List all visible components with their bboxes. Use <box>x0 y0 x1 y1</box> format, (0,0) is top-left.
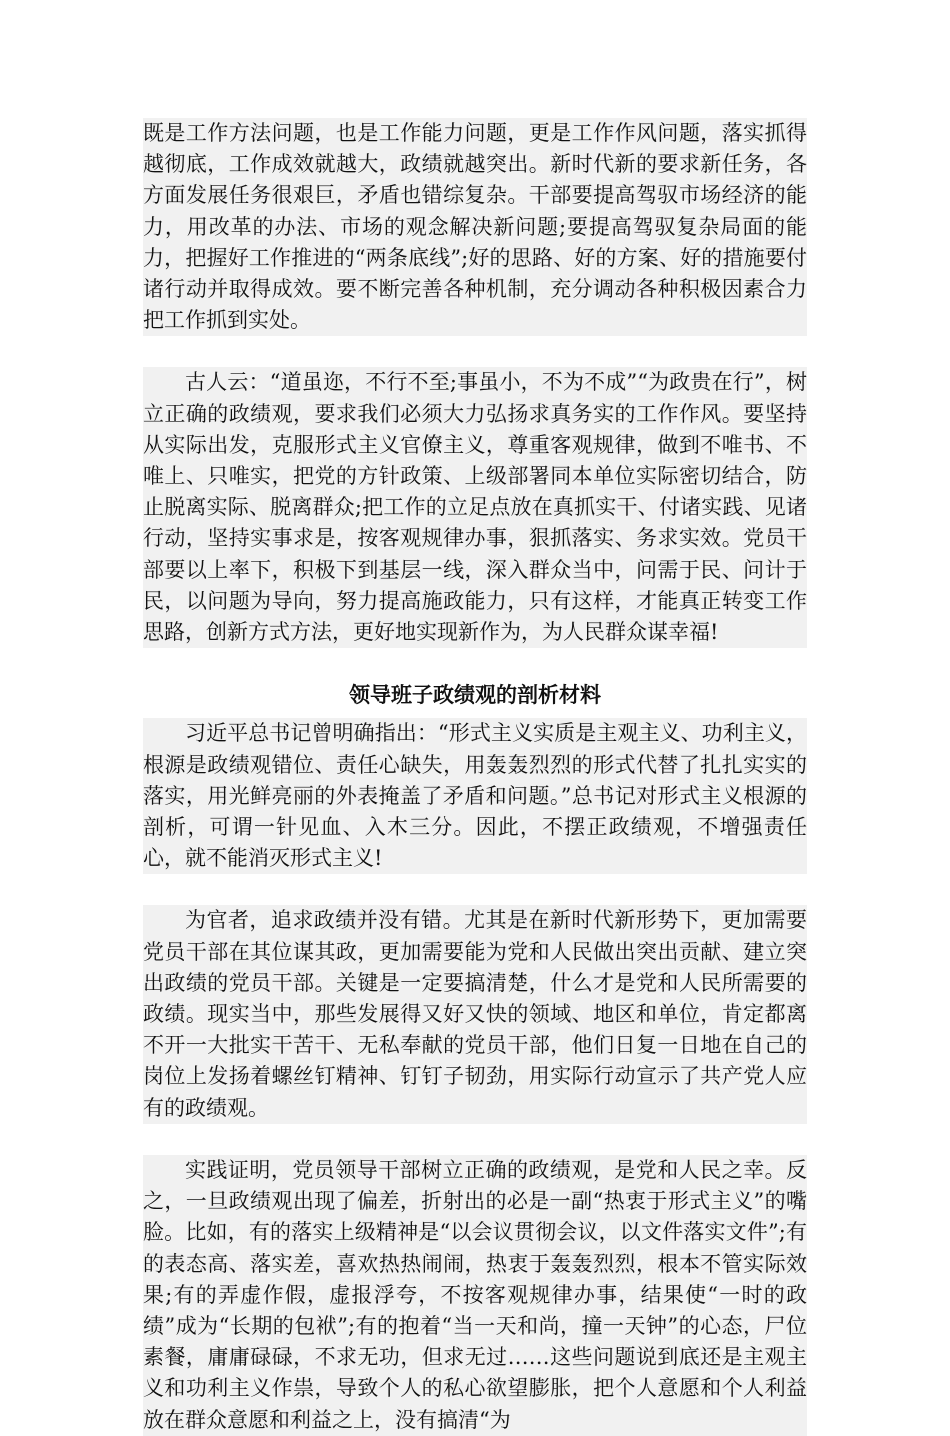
paragraph-continuation: 既是工作方法问题，也是工作能力问题，更是工作作风问题，落实抓得越彻底，工作成效就越大，政绩就越突出。新时代新的要求新任务，各方面发展任务很艰巨，矛盾也错综复杂。干部要提高驾驭市场经济的能力，用改革的办法、市场的观念解决新问题;要提高驾驭复杂局面的能力，把握好工作推进的“两条底线”;好的思路、好的方案、好的措施要付诸行动并取得成效。要不断完善各种机制，充分调动各种积极因素合力把工作抓到实处。 <box>143 118 807 336</box>
paragraph-ancient-saying: 古人云：“道虽迩，不行不至;事虽小，不为不成”“为政贵在行”，树立正确的政绩观，要求我们必须大力弘扬求真务实的工作作风。要坚持从实际出发，克服形式主义官僚主义，尊重客观规律，做到不唯书、不唯上、只唯实，把党的方针政策、上级部署同本单位实际密切结合，防止脱离实际、脱离群众;把工作的立足点放在真抓实干、付诸实践、见诸行动，坚持实事求是，按客观规律办事，狠抓落实、务求实效。党员干部要以上率下，积极下到基层一线，深入群众当中，问需于民、问计于民，以问题为导向，努力提高施政能力，只有这样，才能真正转变工作思路，创新方式方法，更好地实现新作为，为人民群众谋幸福! <box>143 367 807 648</box>
paragraph-practice: 实践证明，党员领导干部树立正确的政绩观，是党和人民之幸。反之，一旦政绩观出现了偏差，折射出的必是一副“热衷于形式主义”的嘴脸。比如，有的落实上级精神是“以会议贯彻会议，以文件落实文件”;有的表态高、落实差，喜欢热热闹闹，热衷于轰轰烈烈，根本不管实际效果;有的弄虚作假，虚报浮夸，不按客观规律办事，结果使“一时的政绩”成为“长期的包袱”;有的抱着“当一天和尚，撞一天钟”的心态，尸位素餐，庸庸碌碌，不求无功，但求无过……这些问题说到底还是主观主义和功利主义作祟，导致个人的私心欲望膨胀，把个人意愿和个人利益放在群众意愿和利益之上，没有搞清“为 <box>143 1155 807 1436</box>
section-heading: 领导班子政绩观的剖析材料 <box>143 679 807 710</box>
paragraph-xi-quote: 习近平总书记曾明确指出：“形式主义实质是主观主义、功利主义，根源是政绩观错位、责任心缺失，用轰轰烈烈的形式代替了扎扎实实的落实，用光鲜亮丽的外表掩盖了矛盾和问题。”总书记对形式主义根源的剖析，可谓一针见血、入木三分。因此，不摆正政绩观，不增强责任心，就不能消灭形式主义! <box>143 718 807 874</box>
paragraph-gap <box>143 1124 807 1155</box>
paragraph-gap <box>143 648 807 679</box>
paragraph-gap <box>143 874 807 905</box>
heading-gap <box>143 710 807 718</box>
paragraph-gap <box>143 336 807 367</box>
paragraph-officials: 为官者，追求政绩并没有错。尤其是在新时代新形势下，更加需要党员干部在其位谋其政，更加需要能为党和人民做出突出贡献、建立突出政绩的党员干部。关键是一定要搞清楚，什么才是党和人民所需要的政绩。现实当中，那些发展得又好又快的领域、地区和单位，肯定都离不开一大批实干苦干、无私奉献的党员干部，他们日复一日地在自己的岗位上发扬着螺丝钉精神、钉钉子韧劲，用实际行动宣示了共产党人应有的政绩观。 <box>143 905 807 1123</box>
document-body <box>143 118 807 1436</box>
